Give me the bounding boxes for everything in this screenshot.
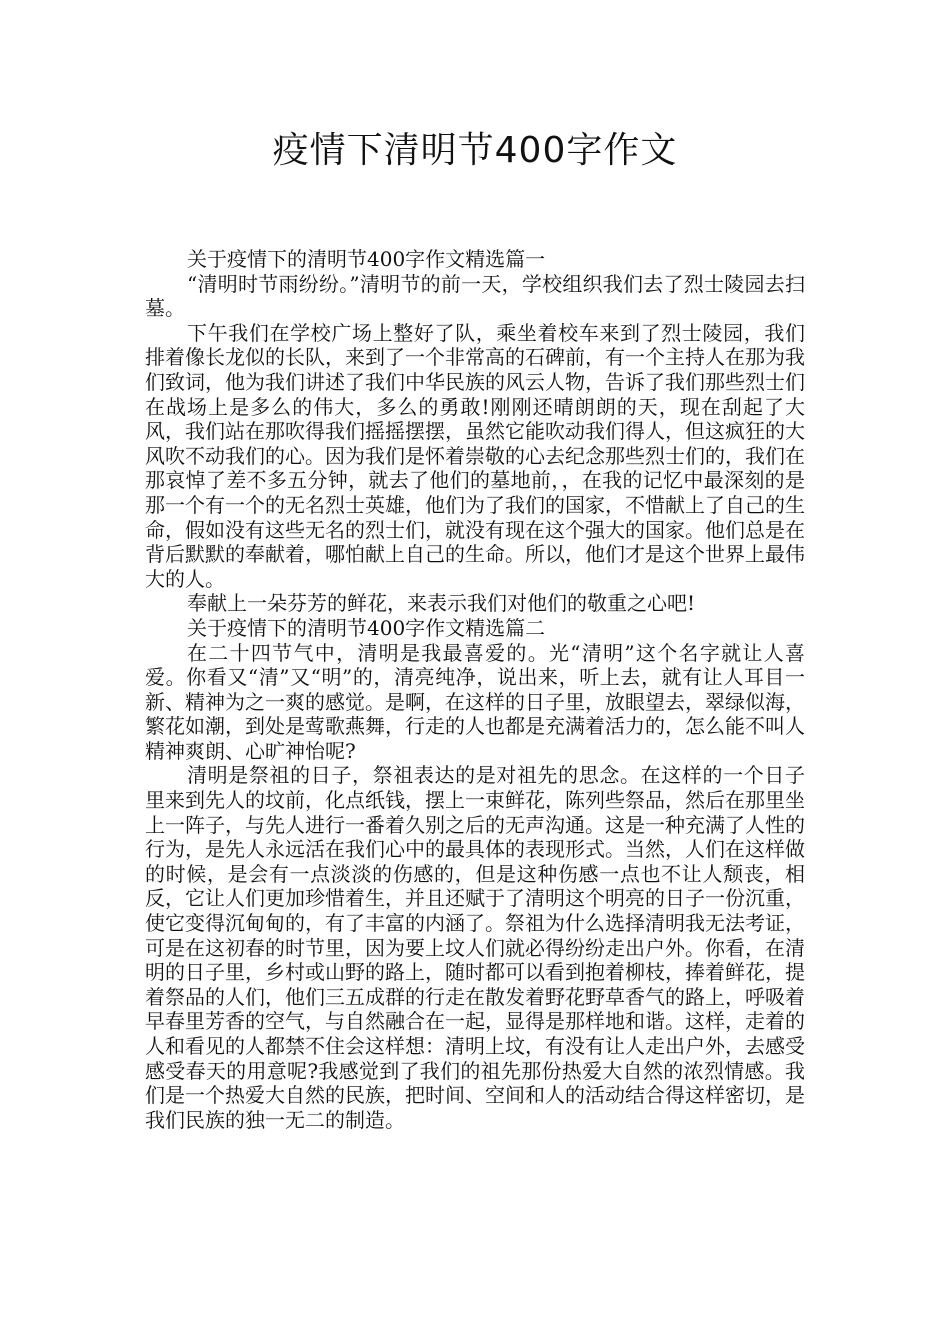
document-title: 疫情下清明节400字作文 (272, 130, 678, 171)
section-heading-1: 关于疫情下的清明节400字作文精选篇一 (187, 247, 546, 271)
paragraph: 奉献上一朵芬芳的鲜花，来表示我们对他们的敬重之心吧! (187, 591, 696, 616)
document-body (145, 247, 805, 1132)
section-heading-2: 关于疫情下的清明节400字作文精选篇二 (187, 615, 546, 640)
paragraph: “清明时节雨纷纷。”清明节的前一天，学校组织我们去了烈士陵园去扫墓。 (145, 271, 805, 321)
paragraph: 在二十四节气中，清明是我最喜爱的。光“清明”这个名字就让人喜爱。你看又“清”又“明”的，清亮纯净，说出来，听上去，就有让人耳目一新、精神为之一爽的感觉。是啊，在这样的日子里，放眼望去，翠绿似海，繁花如潮，到处是莺歌燕舞，行走的人也都是充满着活力的，怎么能不叫人精神爽朗、心旷神怡呢? (145, 640, 805, 763)
paragraph: 清明是祭祖的日子，祭祖表达的是对祖先的思念。在这样的一个日子里来到先人的坟前，化点纸钱，摆上一束鲜花，陈列些祭品，然后在那里坐上一阵子，与先人进行一番着久别之后的无声沟通。这是一种充满了人性的行为，是先人永远活在我们心中的最具体的表现形式。当然，人们在这样做的时候，是会有一点淡淡的伤感的，但是这种伤感一点也不让人颓丧，相反，它让人们更加珍惜着生，并且还赋于了清明这个明亮的日子一份沉重，使它变得沉甸甸的，有了丰富的内涵了。祭祖为什么选择清明我无法考证，可是在这初春的时节里，因为要上坟人们就必得纷纷走出户外。你看，在清明的日子里，乡村或山野的路上，随时都可以看到抱着柳枝，捧着鲜花，提着祭品的人们，他们三五成群的行走在散发着野花野草香气的路上，呼吸着早春里芳香的空气，与自然融合在一起，显得是那样地和谐。这样，走着的人和看见的人都禁不住会这样想：清明上坟，有没有让人走出户外，去感受感受春天的用意呢?我感觉到了我们的祖先那份热爱大自然的浓烈情感。我们是一个热爱大自然的民族，把时间、空间和人的活动结合得这样密切，是我们民族的独一无二的制造。 (145, 763, 805, 1132)
paragraph: 下午我们在学校广场上整好了队，乘坐着校车来到了烈士陵园，我们排着像长龙似的长队，来到了一个非常高的石碑前，有一个主持人在那为我们致词，他为我们讲述了我们中华民族的风云人物，告诉了我们那些烈士们在战场上是多么的伟大，多么的勇敢!刚刚还晴朗朗的天，现在刮起了大风，我们站在那吹得我们摇摇摆摆，虽然它能吹动我们得人，但这疯狂的大风吹不动我们的心。因为我们是怀着崇敬的心去纪念那些烈士们的，我们在那哀悼了差不多五分钟，就去了他们的墓地前，，在我的记忆中最深刻的是那一个有一个的无名烈士英雄，他们为了我们的国家，不惜献上了自己的生命，假如没有这些无名的烈士们，就没有现在这个强大的国家。他们总是在背后默默的奉献着，哪怕献上自己的生命。所以，他们才是这个世界上最伟大的人。 (145, 320, 805, 591)
